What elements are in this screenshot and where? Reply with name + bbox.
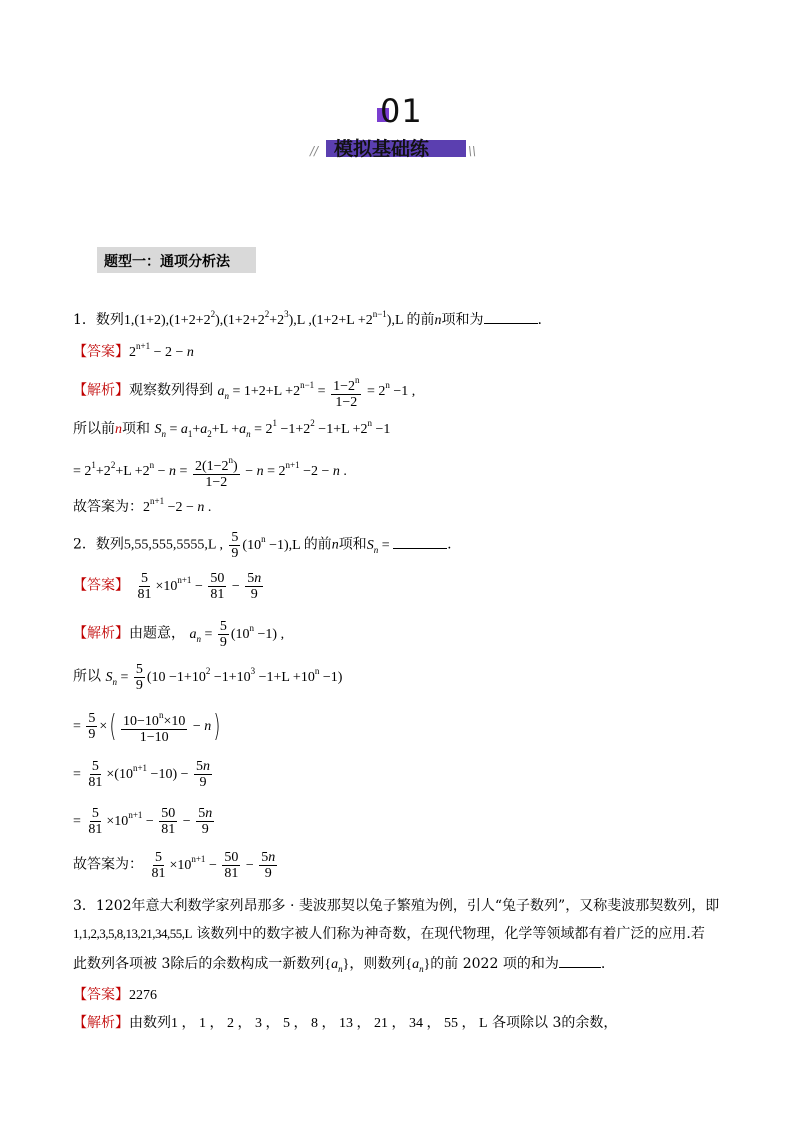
chapter-number: 01 [380, 92, 423, 130]
q2-conclusion: 故答案为： $\frac{5}{81}$ $\times 10^{n+1}$ − $\frac{50}{81}$ − $\frac{5n}{9}$ [73, 850, 276, 881]
q2-analysis-2: 所以 $S_n$ = $\frac{5}{9}$ $(10 -1+10^2 -1+10^3 -1+L +10^n -1)$ [73, 662, 343, 693]
q1-analysis-3: = $2^1+2^2+L +2^n - n$ = $\frac{2(1-2^n)}{1-2}$ − $n = 2^{n+1} -2 - n$ . [73, 455, 347, 490]
q1-answer: 【答案】$2^{n+1} - 2 - n$ [73, 341, 194, 360]
q1-analysis-1: 【解析】观察数列得到 $a_n = 1+2+L +2^{n-1}$ = $\frac{1-2^n}{1-2}$ = $2^n -1$ , [73, 375, 416, 410]
q2-answer: 【答案】 $\frac{5}{81}$ $\times 10^{n+1}$ − $\frac{50}{81}$ − $\frac{5n}{9}$ [73, 571, 262, 602]
q1-question: 1．数列$1,(1+2),(1+2+2^2),(1+2+2^2+2^3),L$ $,(1+2+L +2^{n-1}),L$ 的前n项和为 . [73, 309, 542, 328]
q3-question-line1: 3．1202年意大利数学家列昂那多 · 斐波那契以兔子繁殖为例，引人“兔子数列”，又称斐波那契数列，即 [73, 898, 720, 914]
banner-slashes-right: \\ [468, 144, 477, 158]
page-title: 模拟基础练 [334, 138, 430, 160]
q2-analysis-1: 【解析】由题意， $a_n$ = $\frac{5}{9}$ $(10^n -1)$ , [73, 619, 285, 650]
q3-question-line3: 此数列各项被 3除后的余数构成一新数列$\{a_n\}$，则数列$\{a_n\}$的前 2022 项的和为 . [73, 956, 606, 974]
q3-answer: 【答案】2276 [73, 987, 157, 1003]
q2-analysis-4: = $\frac{5}{81}$ $\times(10^{n+1} -10)$ − $\frac{5n}{9}$ [73, 759, 210, 790]
q1-conclusion: 故答案为：$2^{n+1} -2 - n$ . [73, 496, 212, 515]
q2-question: 2．数列5,55,555,5555,L , $\frac{5}{9}$ $(10^n -1),L$ 的前n项和$S_n$ = . [73, 530, 452, 561]
q3-analysis: 【解析】由数列1 ， 1 ， 2 ， 3 ， 5 ， 8 ， 13 ， 21 ， 34 ， 55 ， L 各项除以 3的余数， [73, 1015, 618, 1031]
q2-analysis-3: = $\frac{5}{9}$ ×( $\frac{10-10^n\times 10}{1-10}$ − n) [73, 708, 221, 745]
q2-analysis-5: = $\frac{5}{81}$ $\times 10^{n+1}$ − $\frac{50}{81}$ − $\frac{5n}{9}$ [73, 806, 213, 837]
banner-slashes-left: // [310, 144, 319, 158]
section-label: 题型一：通项分析法 [104, 254, 230, 270]
q3-question-line2: 1,1,2,3,5,8,13,21,34,55,L 该数列中的数字被人们称为神奇数，在现代物理，化学等领域都有着广泛的应用.若 [73, 926, 705, 942]
q1-analysis-2: 所以前n项和 $S_n = a_1+a_2+L +a_n = 2^1 -1+2^2 -1+L +2^n -1$ [73, 418, 391, 439]
